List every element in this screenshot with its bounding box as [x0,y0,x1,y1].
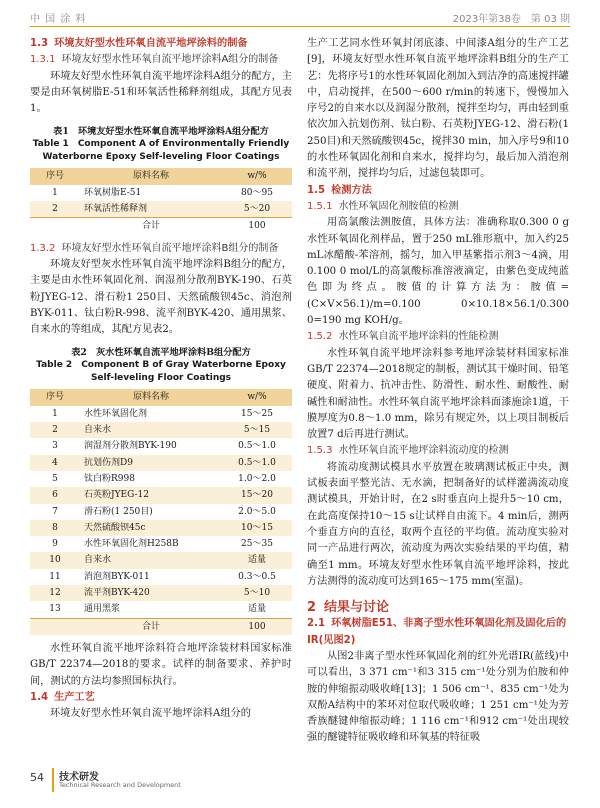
paragraph: 环境友好型灰水性环氧自流平地坪涂料B组分的配方，主要是由水性环氧固化剂、润湿剂分散剂BYK-190、石英粉JYEG-12、滑石粉1 250目、天然硫酸钡45c、消泡剂BYK-011、钛白粉R-998、流平剂BYK-420、通用黑浆、自来水的等组成，其配方见表2。 [30,258,292,336]
footer-bar [52,768,54,792]
section-1-5-heading: 1.5 检测方法 [307,184,372,196]
paragraph: 从图2非离子型水性环氧固化剂的红外光谱IR(蓝线)中可以看出，3 371 cm⁻¹和3 315 cm⁻¹处分别为伯胺和仲胺的伸缩振动吸收峰[13]；1 506 cm⁻¹、835 cm⁻¹处为双酚A结构中的苯环对位取代吸收峰；1 251 cm⁻¹处为芳香族醚键伸缩振动峰；1 116 cm⁻¹和912 cm⁻¹处出现较强的醚键特征吸收峰和环氧基的特征吸 [307,650,569,744]
section-1-3-heading: 1.3 环境友好型水性环氧自流平地坪涂料的制备 [30,38,248,49]
running-header [30,10,570,26]
footer-subtitle: Technical Research and Development [59,781,181,789]
table-2-caption-en: Table 2 Component B of Gray Waterborne Epoxy [36,360,286,371]
table-row: 13 通用黑浆 适量 [49,604,266,615]
table-header: w/% [247,171,267,182]
table-2-caption: 表2 灰水性环氧自流平地坪涂料B组分配方 [71,347,251,359]
table-1-caption: 表1 环境友好型水性环氧自流平地坪涂料A组分配方 [53,126,269,138]
section-1-5-1-heading: 1.5.1 水性环氧固化剂胺值的检测 [307,200,459,212]
left-column [30,36,292,722]
table-row: 2 环氧活性稀释剂 5～20 [30,201,292,218]
table-row: 9 水性环氧固化剂H258B 25～35 [52,539,273,550]
header-rule [30,26,570,27]
issue-info: 2023年第38卷 第 03 期 [452,14,570,25]
section-1-3-2-heading: 1.3.2 环境友好型水性环氧自流平地坪涂料B组分的制备 [30,242,279,254]
table-row: 4 抗划伤剂D9 0.5～1.0 [30,455,292,471]
table-2-caption-en: Self-leveling Floor Coatings [90,373,232,384]
table-2 [30,389,292,634]
section-1-5-3-heading: 1.5.3 水性环氧自流平地坪涂料流动度的检测 [307,445,509,457]
table-total-row: 合计 100 [30,218,292,235]
table-row: 11 消泡剂BYK-011 0.3～0.5 [49,571,276,582]
right-column [307,36,569,747]
table-1-caption-en: Table 1 Component A of Environmentally Friendly [32,139,290,150]
table-1 [30,168,292,234]
table-row: 7 滑石粉(1 250目) 2.0～5.0 [52,506,276,517]
paragraph: 将流动度测试模具水平放置在玻璃测试板正中央，测试板表面平整光洁、无水滴，把制备好的试样灌满流动度测试模具，开始计时，在2 s时垂直向上提升5～10 cm，在此高度保持10～15 s让试样自由流下。4 min后，测两个垂直方向的直径，取两个直径的平均值。流动度实验对同一产品进行两次，流动度为两次实验结果的平均值，精确至1 mm。环境友好型水性环氧自流平地坪涂料，按此方法测得的流动度可达到165～175 mm(室温)。 [307,461,569,587]
table-row: 12 流平剂BYK-420 5～10 [30,585,292,601]
section-1-5-2-heading: 1.5.2 水性环氧自流平地坪涂料的性能检测 [307,331,499,343]
paragraph: 用高氯酸法测胺值，具体方法：准确称取0.300 0 g水性环氧固化剂样品，置于250 mL锥形瓶中，加入约25 mL冰醋酸-苯溶剂，摇匀，加入甲基紫指示剂3～4滴，用 0.100 0 mol/L的高氯酸标准溶液滴定，由紫色变成纯蓝色即为终点。胺值的计算方法为：胺值=(C×V×56.1)/m=0.100 0×10.18×56.1/0.300 0=190 mg KOH/g。 [307,217,569,327]
section-2-heading: 2 结果与讨论 [307,600,390,616]
table-row: 2 自来水 5～15 [30,422,292,438]
table-1-caption-en: Waterborne Epoxy Self-leveling Floor Coatings [42,152,280,163]
table-row: 5 钛白粉R998 1.0～2.0 [52,473,276,484]
table-row: 1 水性环氧固化剂 15～25 [52,408,273,419]
journal-name: 中 国 涂 料 [30,14,87,25]
table-header: w/% [247,392,267,403]
table-row: 1 环氧树脂E-51 80～95 [52,187,273,198]
section-2-1-heading: 2.1 环氧树脂E51、非离子型水性环氧固化剂及固化后的IR(见图2) [307,618,567,646]
footer-title: 技术研发 [59,772,99,783]
paragraph: 水性环氧自流平地坪涂料参考地坪涂装材料国家标准GB/T 22374—2018规定的制板，测试其干燥时间、铅笔硬度、附着力、抗冲击性、防滑性、耐水性、耐酸性、耐碱性和耐油性。水性环氧自流平地坪涂料面漆施涂1道，干膜厚度为0.8～1.0 mm，除另有规定外，以上项目制板后放置7 d后再进行测试。 [307,347,569,441]
paragraph: 环境友好型水性环氧自流平地坪涂料A组分的 [50,708,251,720]
table-total-row: 合计 100 [30,618,292,635]
paragraph: 生产工艺同水性环氧封闭底漆、中间漆A组分的生产工艺[9]，环境友好型水性环氧自流平地坪涂料B组分的生产工艺：先将序号1的水性环氧固化剂加入到洁净的高速搅拌罐中，启动搅拌，在500～600 r/min的转速下，慢慢加入序号2的自来水以及润湿分散剂，搅拌至均匀，再由轻到重依次加入抗划伤剂、钛白粉、石英粉JYEG-12、滑石粉(1 250目)和天然硫酸钡45c，搅拌30 min，加入序号9和10的水性环氧固化剂和自来水，搅拌均匀，最后加入消泡剂和流平剂，搅拌均匀后，过滤包装即可。 [307,38,569,180]
table-header: 序号 [45,171,64,182]
table-header: 序号 [45,392,64,403]
table-row: 6 石英粉JYEG-12 15～20 [30,487,292,503]
table-row: 8 天然硫酸钡45c 10～15 [30,520,292,536]
table-row: 10 自来水 适量 [30,552,292,568]
paragraph: 水性环氧自流平地坪涂料符合地坪涂装材料国家标准GB/T 22374—2018的要求。试样的制备要求、养护时间，测试的方法均参照国标执行。 [30,642,292,687]
table-header: 原料名称 [132,392,169,403]
table-row: 3 润湿剂分散剂BYK-190 0.5～1.0 [52,441,276,452]
page-number: 54 [30,771,44,784]
paragraph: 环境友好型水性环氧自流平地坪涂料A组分的配方，主要是由环氧树脂E-51和环氧活性稀释剂组成，其配方见表1。 [30,70,292,115]
section-1-3-1-heading: 1.3.1 环境友好型水性环氧自流平地坪涂料A组分的制备 [30,54,279,66]
table-header: 原料名称 [132,171,169,182]
section-1-4-heading: 1.4 生产工艺 [30,691,95,703]
